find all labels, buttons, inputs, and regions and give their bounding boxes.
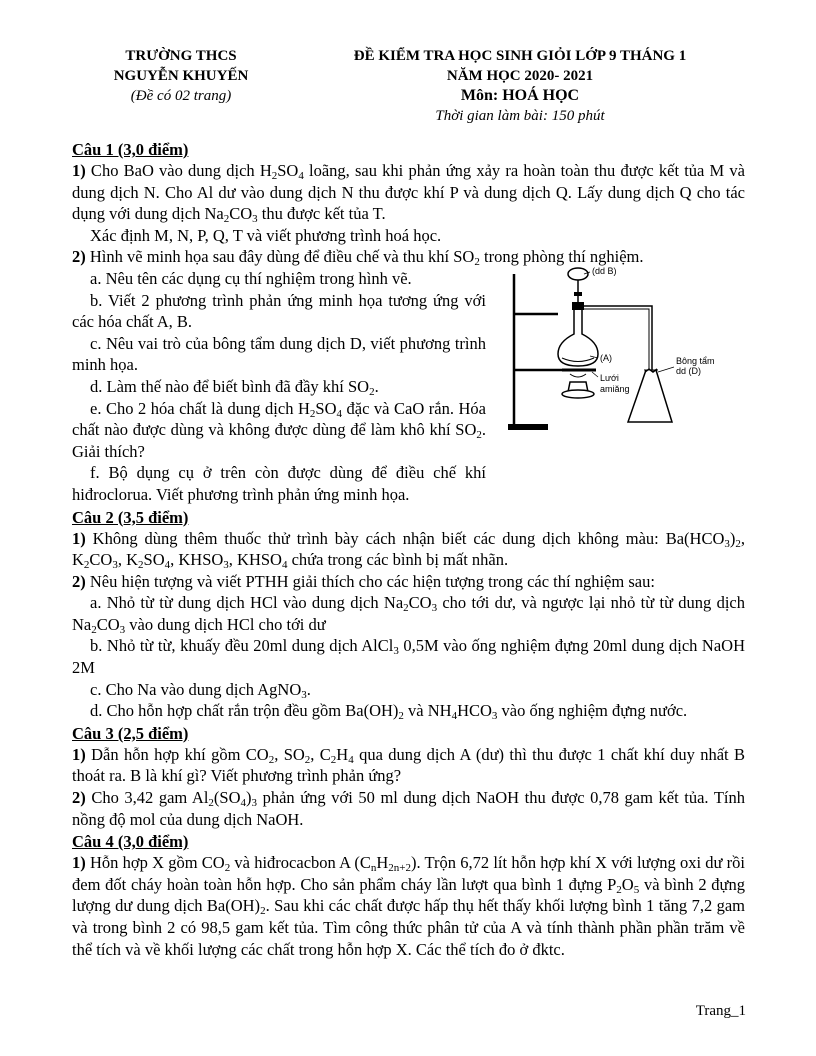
q2-title: Câu 2 (3,5 điểm) <box>72 507 189 527</box>
q2-part2: 2) Nêu hiện tượng và viết PTHH giải thích cho các hiện tượng trong các thí nghiệm sau: <box>72 571 655 591</box>
q4-title: Câu 4 (3,0 điểm) <box>72 832 189 852</box>
q3-part2: 2) Cho 3,42 gam $Al_2(SO_4)_3$ phản ứng với 50 ml dung dịch NaOH thu được 0,78 gam kết tủa. Tính nồng độ mol của dung dịch NaOH. <box>72 788 745 829</box>
label-gauze-2: amiăng <box>600 383 630 394</box>
conical-flask <box>628 370 672 422</box>
q2-item-c: c. Cho Na vào dung dịch AgNO$_3$. <box>90 679 311 701</box>
label-gauze-1: Lưới <box>600 372 619 383</box>
q2-part1: 1) Không dùng thêm thuốc thử trình bày cách nhận biết các dung dịch không màu: $Ba(HCO_3)_2$, $K_2CO_3$, $K_2SO_4$, $KHSO_3$, $KHSO_4$ chứa trong các bình bị mất nhãn. <box>72 528 745 572</box>
time-limit: Thời gian làm bài: 150 phút <box>435 108 605 124</box>
q1-title: Câu 1 (3,0 điểm) <box>72 140 189 159</box>
q2-item-a: a. Nhỏ từ từ dung dịch HCl vào dung dịch $Na_2CO_3$ cho tới dư, và ngược lại nhỏ từ từ dung dịch $Na_2CO_3$ vào dung dịch HCl cho tới dư <box>72 593 745 636</box>
stand-base <box>508 424 548 430</box>
funnel-stopcock <box>574 292 582 296</box>
exam-page <box>72 46 745 960</box>
pages-note: (Đề có 02 trang) <box>130 88 232 104</box>
flame <box>570 374 586 377</box>
label-a: (A) <box>600 352 612 363</box>
school-line1: TRƯỜNG THCS <box>125 48 237 64</box>
q1-item-a: a. Nêu tên các dụng cụ thí nghiệm trong hình vẽ. <box>90 268 412 288</box>
label-dd-b: (dd B) <box>592 265 617 276</box>
q3-title: Câu 3 (2,5 điểm) <box>72 723 189 743</box>
q1-part2: 2) Hình vẽ minh họa sau đây dùng để điều chế và thu khí $SO_2$ trong phòng thí nghiệm. <box>72 247 644 269</box>
q1-item-f: f. Bộ dụng cụ ở trên còn được dùng để điều chế khí hiđroclorua. Viết phương trình phản ứng minh họa. <box>72 463 486 504</box>
exam-title: ĐỀ KIỂM TRA HỌC SINH GIỎI LỚP 9 THÁNG 1 <box>353 48 687 64</box>
label-cotton-1: Bông tẩm <box>676 355 715 366</box>
q1-item-b: b. Viết 2 phương trình phản ứng minh họa tương ứng với các hóa chất A, B. <box>72 290 486 332</box>
q3-part1: 1) Dẫn hỗn hợp khí gồm $CO_2$, $SO_2$, $C_2H_4$ qua dung dịch A (dư) thì thu được 1 chất khí duy nhất B thoát ra. B là khí gì? Viết phương trình phản ứng? <box>72 744 745 786</box>
lab-apparatus-figure <box>500 262 760 432</box>
q1-item-e: e. Cho 2 hóa chất là dung dịch $H_2SO_4$ đặc và CaO rắn. Hóa chất nào được dùng và không được dùng để làm khô khí $SO_2$. Giải thích? <box>72 398 486 461</box>
page-number: Trang_1 <box>695 1003 746 1019</box>
q2-item-b: b. Nhỏ từ từ, khuấy đều 20ml dung dịch AlCl$_3$ 0,5M vào ống nghiệm đựng 20ml dung dịch NaOH 2M <box>72 636 746 678</box>
school-line2: NGUYỄN KHUYẾN <box>113 68 249 84</box>
q4-part1: 1) Hỗn hợp X gồm $CO_2$ và hiđrocacbon A $(C_nH_{2n+2})$. Trộn 6,72 lít hỗn hợp khí X với lượng oxi dư rồi đem đốt cháy hoàn toàn hỗn hợp. Cho sản phẩm cháy lần lượt qua bình 1 đựng $P_2O_5$ và bình 2 đựng lượng dư dung dịch $Ba(OH)_2$. Sau khi các chất được hấp thụ hết thấy khối lượng bình 1 tăng 7,2 gam và trong bình 2 có 98,5 gam kết tủa. Tìm công thức phân tử của A và tính thành phần phần trăm về thể tích và về khối lượng các chất trong hỗn hợp X. Các thể tích đo ở đktc. <box>72 853 746 959</box>
q1-requirement: Xác định M, N, P, Q, T và viết phương trình hoá học. <box>90 225 442 245</box>
q1-part1: 1) Cho BaO vào dung dịch $H_2SO_4$ loãng, sau khi phản ứng xảy ra hoàn toàn thu được kết tủa M và dung dịch N. Cho Al dư vào dung dịch N thu được khí P và dung dịch Q. Lấy dung dịch Q cho tác dụng với dung dịch $Na_2CO_3$ thu được kết tủa T. <box>72 161 745 226</box>
q1-item-c: c. Nêu vai trò của bông tẩm dung dịch D, viết phương trình minh họa. <box>72 333 486 375</box>
school-year: NĂM HỌC 2020- 2021 <box>446 68 594 84</box>
round-bottom-flask <box>558 310 598 366</box>
subject: Môn: HOÁ HỌC <box>460 87 580 104</box>
label-cotton-2: dd (D) <box>676 365 702 376</box>
exam-header <box>72 46 745 138</box>
q1-part2-body <box>72 265 745 506</box>
q1-item-d: d. Làm thế nào để biết bình đã đầy khí $SO_2$. <box>90 376 379 398</box>
q2-item-d: d. Cho hỗn hợp chất rắn trộn đều gồm $Ba(OH)_2$ và $NH_4HCO_3$ vào ống nghiệm đựng nước. <box>90 701 688 723</box>
